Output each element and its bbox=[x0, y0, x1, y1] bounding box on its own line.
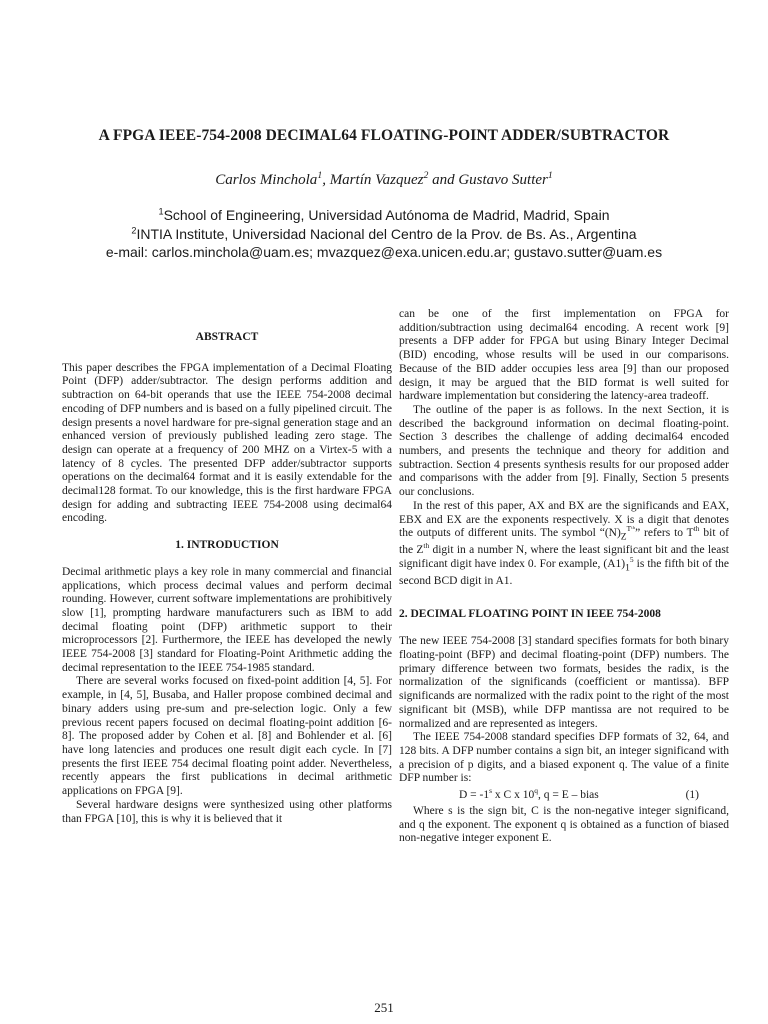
affiliation-1 bbox=[0, 207, 768, 223]
subscript: 1 bbox=[625, 562, 630, 574]
text-run: In the rest of this paper, AX and BX are the significands and EAX, EBX and EX are the exponents respectively. X is a digit that denotes the outputs of different units. The symbol “(N) bbox=[399, 499, 729, 540]
text-run: x C x 10 bbox=[492, 789, 535, 802]
section2-paragraph-1: The new IEEE 754-2008 [3] standard specifies formats for both binary floating-point (BFP) and decimal floating-point (DFP) numbers. The primary difference between two formats, besides the radix, is the normalization of the significands (coefficient or mantissa). BFP significands are normalized with the radix point to the right of the most significant bit (MSB), while DFP mantissa are not required to be normalized and are represented as integers. bbox=[399, 635, 729, 730]
section2-paragraph-2: The IEEE 754-2008 standard specifies DFP formats of 32, 64, and 128 bits. A DFP number contains a sign bit, an integer significand with a precision of p digits, and a biased exponent q. The value of a finite DFP number is: bbox=[399, 731, 729, 785]
superscript: s bbox=[489, 786, 493, 796]
intro-paragraph-1: Decimal arithmetic plays a key role in many commercial and financial applications, which process decimal values and perform decimal rounding. However, current software implementations are prohibitively slow [1], prompting hardware manufacturers such as IBM to add decimal floating point (DFP) arithmetic support to their microprocessors [2]. Furthermore, the IEEE has developed the newly IEEE 754-2008 [3] standard for Floating-Point Arithmetic adding the decimal representation to the IEEE 754-1985 standard. bbox=[62, 565, 392, 674]
author-affil-mark: 1 bbox=[547, 170, 553, 181]
intro-heading: 1. INTRODUCTION bbox=[175, 539, 279, 552]
right-column bbox=[399, 308, 729, 846]
affiliation-text: School of Engineering, Universidad Autónoma de Madrid, Madrid, Spain bbox=[163, 207, 610, 223]
text-run: bit of the Z bbox=[399, 527, 729, 557]
intro-paragraph-2: There are several works focused on fixed-point addition [4, 5]. For example, in [4, 5], Busaba, and Haller propose combined decimal and binary adders using pre-sum and pre-selection logic. Only a few previous recent papers focused on decimal floating-point addition [6-8]. The proposed adder by Cohen et al. [8] and Bohlender et al. [6] have long latencies and produces one result digit each cycle. In [7] presents the first IEEE 754 decimal floating point adder. Nevertheless, recently appears the first publications in decimal arithmetic applications on FPGA [9]. bbox=[62, 675, 392, 798]
affiliation-text: INTIA Institute, Universidad Nacional del Centro de la Prov. de Bs. As., Argentina bbox=[136, 226, 637, 242]
affil-mark: 1 bbox=[158, 206, 164, 217]
text-run: ” refers to T bbox=[635, 527, 694, 540]
text-run: digit in a number N, where the least significant bit and the least significant digit have index 0. For example, (A1) bbox=[399, 544, 730, 570]
abstract-heading: ABSTRACT bbox=[195, 331, 259, 343]
text-run: is the fifth bit of the second BCD digit in A1. bbox=[399, 557, 729, 587]
paper-title: A FPGA IEEE-754-2008 DECIMAL64 FLOATING-POINT ADDER/SUBTRACTOR bbox=[98, 127, 670, 144]
superscript: 5 bbox=[629, 555, 634, 565]
intro-paragraph-4: The outline of the paper is as follows. In the next Section, it is described the background information on decimal floating-point. Section 3 describes the challenge of adding decimal64 encoded numbers, and presents the technique and theory for addition and subtraction. Section 4 presents synthesis results for our proposed adder and comparisons with the adder from [9]. Finally, Section 5 presents our conclusions. bbox=[399, 403, 729, 499]
author-affil-mark: 2 bbox=[423, 170, 429, 181]
section2-heading: 2. DECIMAL FLOATING POINT IN IEEE 754-2008 bbox=[399, 607, 661, 620]
equation-number: (1) bbox=[685, 789, 699, 802]
text-run: D = -1 bbox=[459, 789, 490, 802]
author-name: Gustavo Sutter bbox=[458, 172, 548, 188]
affil-mark: 2 bbox=[131, 225, 137, 236]
author-separator: , bbox=[322, 172, 330, 188]
left-column bbox=[62, 308, 392, 826]
affiliation-2 bbox=[0, 226, 768, 242]
equation-body bbox=[459, 786, 599, 803]
author-name: Martín Vazquez bbox=[329, 172, 424, 188]
text-run: , q = E – bias bbox=[537, 789, 599, 802]
author-separator: and bbox=[428, 172, 459, 188]
superscript: Tᵗʰ bbox=[626, 524, 636, 534]
equation-1 bbox=[399, 786, 729, 803]
page-number: 251 bbox=[374, 1000, 394, 1015]
author-affil-mark: 1 bbox=[317, 170, 323, 181]
subscript: Z bbox=[620, 531, 627, 543]
email-line: e-mail: carlos.minchola@uam.es; mvazquez@exa.unicen.edu.ar; gustavo.sutter@uam.es bbox=[105, 244, 663, 260]
author-list bbox=[0, 172, 768, 189]
superscript: th bbox=[423, 541, 430, 551]
superscript: th bbox=[693, 524, 700, 534]
superscript: q bbox=[534, 786, 538, 796]
intro-paragraph-3-continued: can be one of the first implementation on FPGA for addition/subtraction using decimal64 encoding. A recent work [9] presents a DFP adder for FPGA but using Binary Integer Decimal (BID) encoding, whose results will be used in our comparisons. Because of the BID adder occupies less area [9] than our proposed design, it may be argued that the BID format is well suited for hardware implementation but considering the latency-area tradeoff. bbox=[399, 308, 729, 403]
section2-paragraph-3: Where s is the sign bit, C is the non-negative integer significand, and q the exponent. The exponent q is obtained as a function of biased non-negative integer exponent E. bbox=[399, 804, 729, 845]
intro-paragraph-5 bbox=[399, 500, 729, 589]
intro-paragraph-3: Several hardware designs were synthesized using other platforms than FPGA [10], this is why it is believed that it bbox=[62, 798, 392, 825]
author-name: Carlos Minchola bbox=[215, 172, 318, 188]
abstract-text: This paper describes the FPGA implementation of a Decimal Floating Point (DFP) adder/subtractor. The design performs addition and subtraction on 64-bit operands that use the IEEE 754-2008 decimal encoding of DFP numbers and is based on a fully pipelined circuit. The design presents a novel hardware for pre-signal generation stage and an enhanced version of previously published leading zero stage. The design can operate at a frequency of 200 MHZ on a Virtex-5 with a latency of 8 cycles. The presented DFP adder/subtractor supports operations on the decimal64 format and it is easily extendable for the decimal128 format. To our knowledge, this is the first hardware FPGA design for adding and subtracting IEEE 754-2008 using decimal64 encoding. bbox=[62, 361, 392, 525]
